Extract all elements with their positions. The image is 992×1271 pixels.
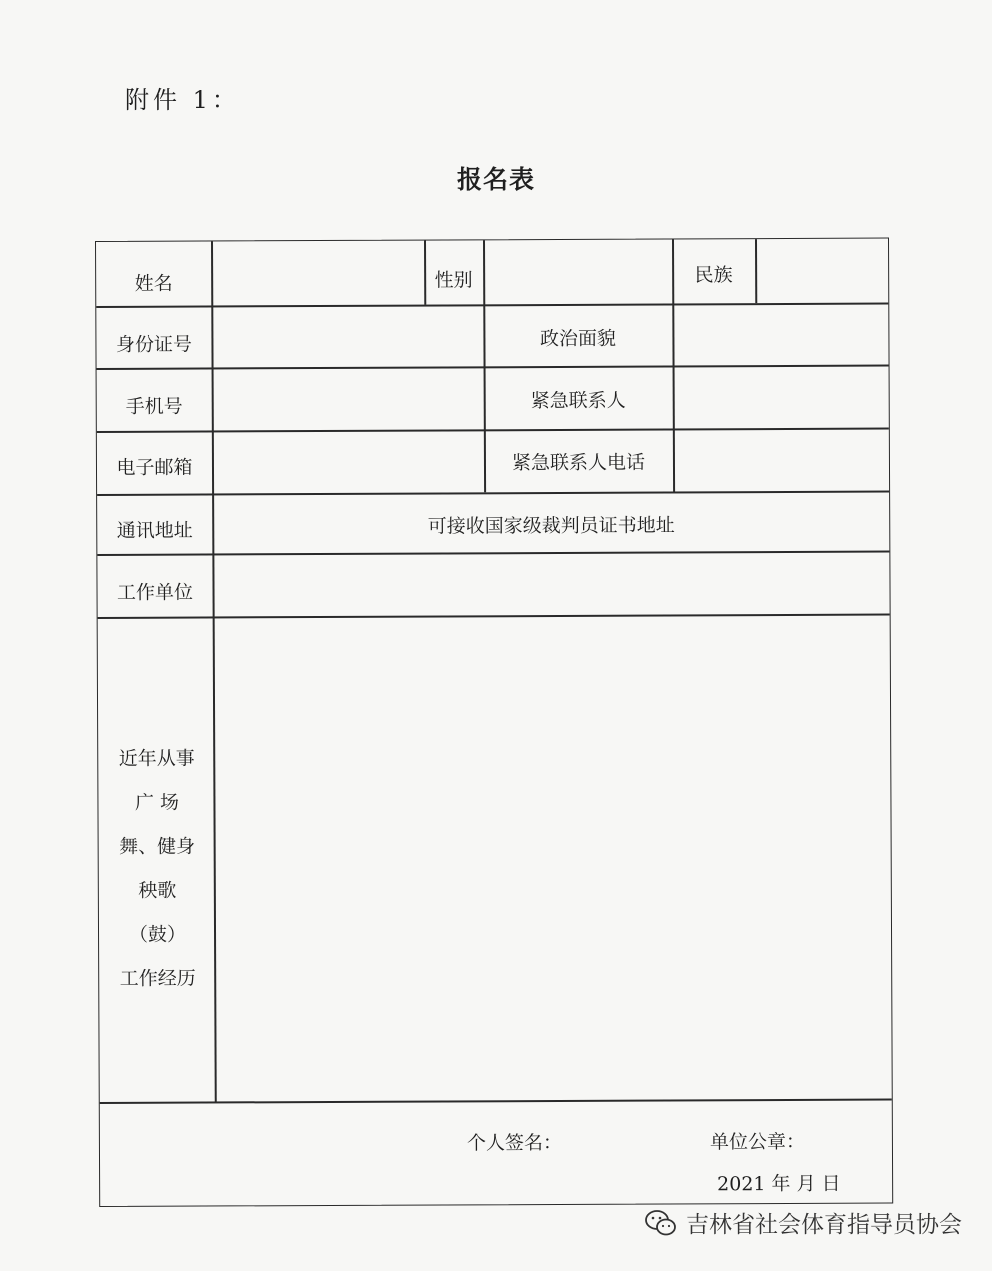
watermark-text: 吉林省社会体育指导员协会 [686,1212,962,1238]
gender-field[interactable] [484,239,672,304]
id-number-field[interactable] [212,304,483,367]
workplace-field[interactable] [213,551,889,617]
experience-label-line: （鼓） [128,923,187,946]
political-status-field[interactable] [673,303,888,366]
unit-seal-label: 单位公章： [709,1130,806,1154]
emergency-contact-field[interactable] [674,365,889,429]
id-number-label: 身份证号 [115,333,192,356]
phone-label: 手机号 [125,395,183,418]
experience-label-line: 舞、健身 [119,835,196,858]
email-label: 电子邮箱 [116,456,193,479]
watermark [644,1206,962,1239]
emergency-phone-field[interactable] [674,428,889,492]
registration-form-table [95,238,893,1207]
gender-label: 性别 [434,268,473,292]
emergency-contact-label: 紧急联系人 [530,389,626,413]
signature-date: 2021 年 月 日 [717,1172,841,1196]
experience-label-line: 近年从事 [118,747,195,770]
name-field[interactable] [212,241,424,306]
experience-label-line: 广 场 [134,791,180,814]
experience-label-line: 工作经历 [119,967,196,990]
address-label: 通讯地址 [116,519,193,542]
address-field[interactable]: 可接收国家级裁判员证书地址 [427,513,675,538]
ethnicity-field[interactable] [756,239,888,304]
email-field[interactable] [213,429,484,493]
political-status-label: 政治面貌 [539,327,616,350]
phone-field[interactable] [213,366,484,430]
experience-field[interactable] [214,615,892,1102]
experience-label-line: 秧歌 [138,879,177,902]
personal-signature-label: 个人签名： [466,1131,563,1155]
workplace-label: 工作单位 [116,581,194,604]
emergency-phone-label: 紧急联系人电话 [511,451,646,475]
wechat-icon [644,1208,678,1238]
name-label: 姓名 [134,272,173,295]
attachment-label: 附件 1： [125,86,240,114]
form-title: 报名表 [456,165,535,194]
experience-label [98,736,216,1001]
ethnicity-label: 民族 [694,263,733,286]
